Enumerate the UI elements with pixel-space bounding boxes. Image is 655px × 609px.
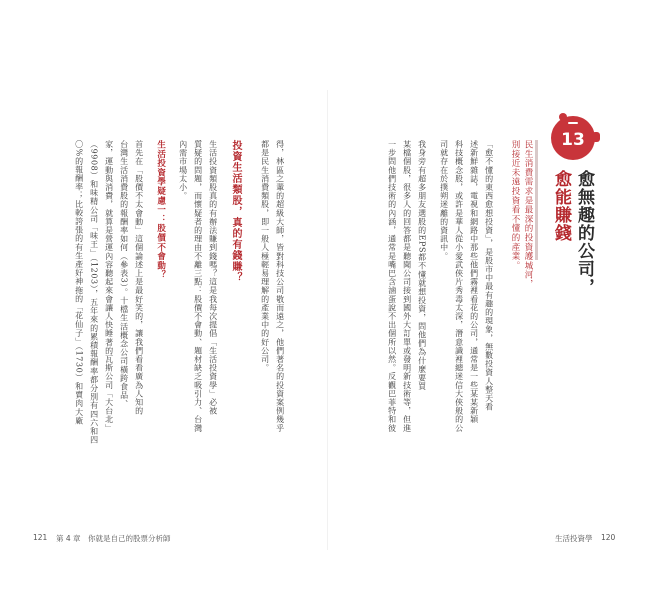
left-body-column: 家，運動與消費，就算是營運內容聽起來會讓人快睡著的瓦斯公司「大台北」	[104, 140, 114, 433]
left-body-column: 內需市場太小。	[178, 140, 188, 201]
subtitle-accent-bar	[535, 140, 538, 260]
left-body-column: 得，林區之輩的超級大師，皆對科技公司敬而遠之，他們著名的投資案例幾乎	[275, 140, 285, 433]
subheading: 生活投資學疑慮一：股價不會動？	[155, 140, 166, 280]
right-page-number: 120	[601, 533, 616, 542]
right-body-column: 科技概念股，或許是華人從小愛武俠片秀毒太深，潛意識裡總迷信大俠般的公	[454, 140, 464, 433]
left-body-column: 都是民生消費類股，即一般人極輕易理解的產業中的好公司。	[260, 140, 270, 373]
right-footer-label: 生活投資學	[555, 534, 593, 543]
right-body-column: 某檔個股，很多人的回答都是聽聞公司接到國外大訂單或發明新技術等，但進	[402, 140, 412, 433]
right-body-column: 「愈不懂的東西愈想投資」，是股市中最有趣的現象，無數投資人整天看	[484, 140, 494, 412]
chapter-number: 13	[561, 130, 585, 150]
piggy-ear-shape	[559, 113, 567, 121]
left-body-column: 台灣生活消費股的報酬率如何（參表3）。十檔生活概念公司橫跨食品、	[119, 140, 129, 409]
piggy-snout-shape	[592, 132, 600, 142]
book-gutter	[327, 90, 328, 550]
coin-slot-shape	[568, 122, 578, 124]
chapter-title-line-2: 愈能賺錢	[551, 170, 571, 242]
piggy-bank-chapter-icon	[551, 116, 595, 160]
right-body-column: 述新鮮雜誌，電視和網路中那些他們霧裡看花的公司，通常是一些某某新穎	[469, 140, 479, 424]
right-body-column: 我身旁有超多朋友選股的EPS都不懂就想投資，問他們為什麼要買	[417, 140, 427, 391]
right-body-column: 司就存在於撲朔迷離的資訊中。	[439, 140, 449, 261]
left-footer-label: 第 4 章 你就是自己的股票分析師	[56, 534, 171, 543]
left-page-number: 121	[33, 533, 48, 542]
left-body-column: 首先在「股價不太會動」這個論述上是最好笑的，讓我們看看廣為人知的	[134, 140, 144, 416]
chapter-subtitle-line-1: 民生消費需求是最深的投資護城河，	[523, 140, 533, 289]
chapter-title-line-1: 愈無趣的公司，	[574, 170, 594, 296]
right-body-column: 一步問他們技術的內涵，通常是嘴巴含滷蛋說不出個所以然。反觀巴菲特和彼	[387, 140, 397, 433]
left-body-column: 〇%的報酬率；比較誇張的有生產好神拖的「花仙子」（1730）和賣肉大廠	[74, 140, 84, 425]
chapter-subtitle-line-2: 別接近未遠投資看不懂的產業。	[510, 140, 520, 271]
left-body-column: 生活投資類股真的有辦法賺到錢嗎？這是我每次提倡「生活投資學」必被	[208, 140, 218, 416]
left-body-column: 質疑的問題，而懷疑者的理由不離三點：股價不會動、題材缺乏吸引力、台灣	[193, 140, 203, 433]
left-body-column: （9908）和味精公司「味王」（1203），五年來的累積報酬率都分別有四六和四	[89, 140, 99, 445]
section-heading: 投資生活類股，真的有錢賺？	[230, 140, 241, 283]
